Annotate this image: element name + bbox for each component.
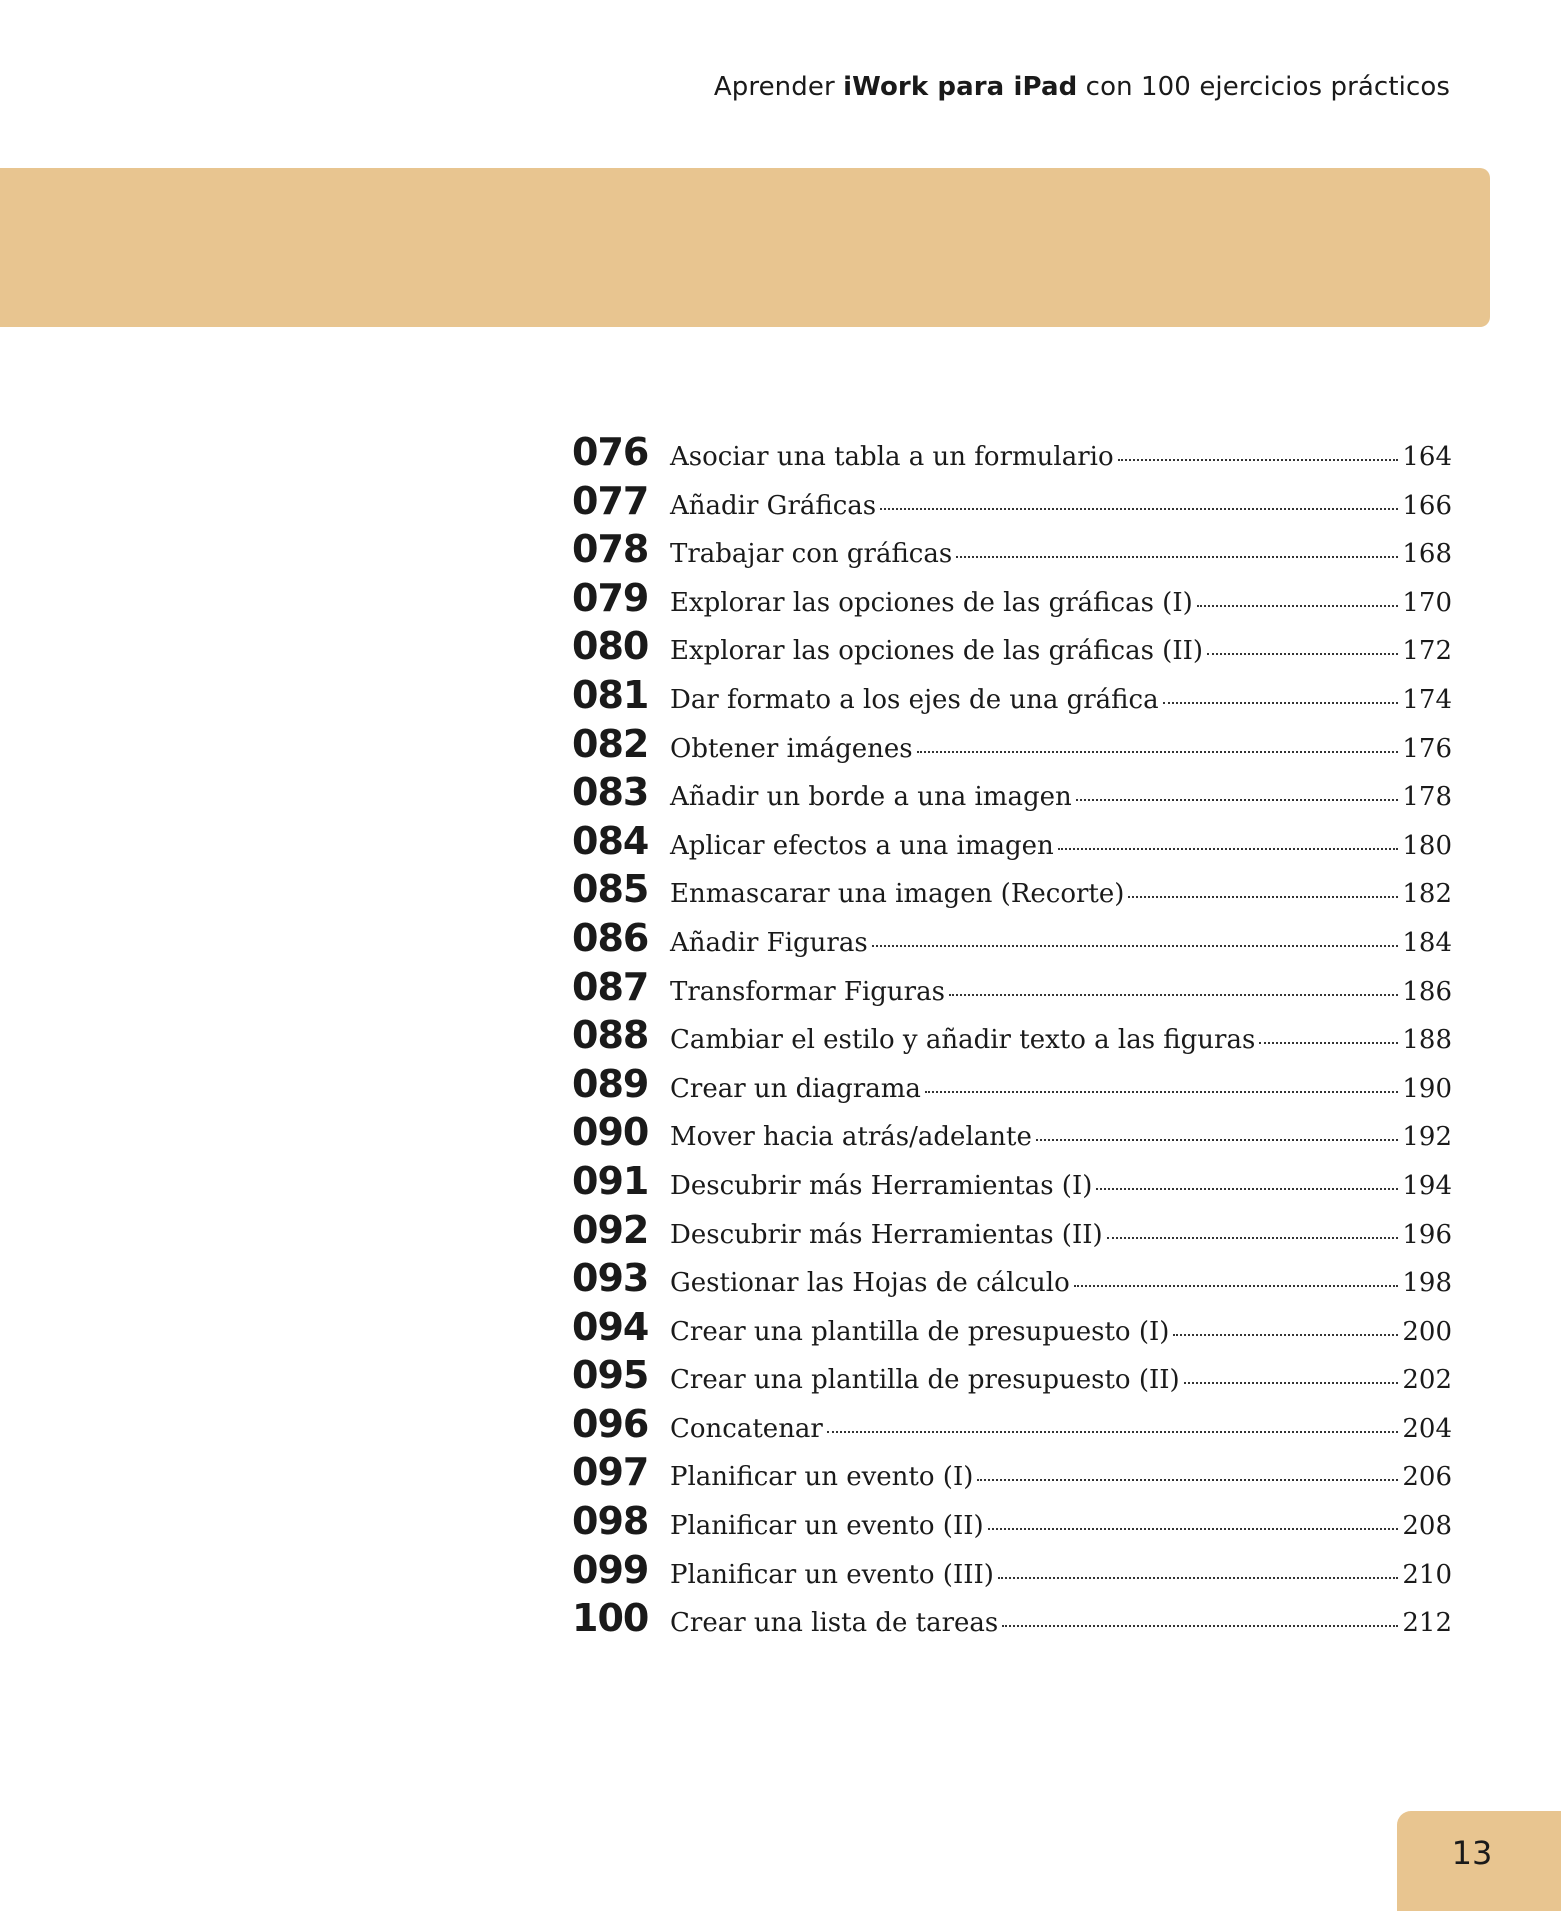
exercise-title: Planificar un evento (III) bbox=[670, 1559, 994, 1590]
toc-entry[interactable] bbox=[572, 770, 1452, 819]
page-reference: 164 bbox=[1402, 442, 1452, 472]
exercise-title: Transformar Figuras bbox=[670, 976, 945, 1007]
dot-leader bbox=[1173, 1333, 1398, 1336]
header-book-title: iWork para iPad bbox=[843, 72, 1078, 102]
toc-entry[interactable] bbox=[572, 1305, 1452, 1354]
dot-leader bbox=[977, 1478, 1398, 1481]
table-of-contents bbox=[572, 430, 1452, 1645]
exercise-number: 092 bbox=[572, 1207, 649, 1252]
page-reference: 208 bbox=[1402, 1511, 1452, 1542]
page-reference: 184 bbox=[1402, 927, 1452, 958]
exercise-title: Trabajar con gráficas bbox=[670, 539, 953, 570]
running-header bbox=[714, 72, 1450, 102]
toc-entry[interactable] bbox=[572, 527, 1452, 576]
exercise-title: Enmascarar una imagen (Recorte) bbox=[670, 879, 1125, 910]
exercise-title: Concatenar bbox=[670, 1413, 823, 1444]
exercise-title: Obtener imágenes bbox=[670, 733, 913, 764]
dot-leader bbox=[872, 944, 1399, 947]
exercise-title: Mover hacia atrás/adelante bbox=[670, 1122, 1032, 1153]
dot-leader bbox=[1197, 604, 1399, 607]
exercise-number: 076 bbox=[572, 430, 649, 474]
dot-leader bbox=[1107, 1236, 1399, 1239]
toc-entry[interactable] bbox=[572, 1596, 1452, 1645]
page-reference: 168 bbox=[1402, 539, 1452, 570]
page-reference: 196 bbox=[1402, 1219, 1452, 1250]
exercise-title: Planificar un evento (I) bbox=[670, 1462, 974, 1493]
exercise-number: 080 bbox=[572, 624, 649, 669]
page-reference: 174 bbox=[1402, 684, 1452, 715]
toc-entry[interactable] bbox=[572, 1062, 1452, 1111]
page-reference: 170 bbox=[1402, 587, 1452, 618]
exercise-title: Crear una lista de tareas bbox=[670, 1608, 999, 1639]
page-reference: 172 bbox=[1402, 636, 1452, 667]
page-reference: 192 bbox=[1402, 1122, 1452, 1153]
exercise-number: 090 bbox=[572, 1110, 649, 1155]
page-reference: 212 bbox=[1402, 1608, 1452, 1639]
exercise-number: 093 bbox=[572, 1256, 649, 1301]
exercise-title: Aplicar efectos a una imagen bbox=[670, 830, 1054, 861]
toc-entry[interactable] bbox=[572, 576, 1452, 625]
exercise-title: Dar formato a los ejes de una gráfica bbox=[670, 684, 1159, 715]
chapter-banner bbox=[0, 168, 1490, 327]
dot-leader bbox=[1259, 1041, 1398, 1044]
toc-entry[interactable] bbox=[572, 479, 1452, 528]
exercise-number: 082 bbox=[572, 721, 649, 766]
dot-leader bbox=[1096, 1187, 1398, 1190]
dot-leader bbox=[827, 1430, 1398, 1433]
toc-entry[interactable] bbox=[572, 1450, 1452, 1499]
exercise-title: Explorar las opciones de las gráficas (I) bbox=[670, 587, 1193, 618]
exercise-title: Explorar las opciones de las gráficas (II) bbox=[670, 636, 1203, 667]
toc-entry[interactable] bbox=[572, 1208, 1452, 1257]
page-reference: 200 bbox=[1402, 1316, 1452, 1347]
exercise-number: 084 bbox=[572, 818, 649, 863]
dot-leader bbox=[998, 1576, 1398, 1579]
page-reference: 188 bbox=[1402, 1025, 1452, 1056]
toc-entry[interactable] bbox=[572, 1256, 1452, 1305]
page-reference: 176 bbox=[1402, 733, 1452, 764]
toc-entry[interactable] bbox=[572, 819, 1452, 868]
toc-entry[interactable] bbox=[572, 916, 1452, 965]
page-reference: 186 bbox=[1402, 976, 1452, 1007]
exercise-title: Planificar un evento (II) bbox=[670, 1511, 984, 1542]
exercise-number: 083 bbox=[572, 770, 649, 815]
dot-leader bbox=[880, 507, 1398, 510]
dot-leader bbox=[1076, 798, 1399, 801]
toc-entry[interactable] bbox=[572, 624, 1452, 673]
exercise-number: 087 bbox=[572, 964, 649, 1009]
dot-leader bbox=[1058, 847, 1399, 850]
page-reference: 178 bbox=[1402, 782, 1452, 813]
dot-leader bbox=[988, 1527, 1399, 1530]
page-reference: 206 bbox=[1402, 1462, 1452, 1493]
exercise-title: Crear un diagrama bbox=[670, 1073, 921, 1104]
exercise-number: 096 bbox=[572, 1401, 649, 1446]
exercise-title: Añadir Figuras bbox=[670, 927, 868, 958]
exercise-number: 099 bbox=[572, 1547, 649, 1592]
exercise-title: Crear una plantilla de presupuesto (II) bbox=[670, 1365, 1180, 1396]
toc-entry[interactable] bbox=[572, 867, 1452, 916]
page-number-tab bbox=[1397, 1811, 1561, 1911]
toc-entry[interactable] bbox=[572, 1499, 1452, 1548]
exercise-number: 088 bbox=[572, 1013, 649, 1058]
header-prefix: Aprender bbox=[713, 72, 844, 102]
exercise-number: 077 bbox=[572, 478, 649, 523]
toc-entry[interactable] bbox=[572, 1402, 1452, 1451]
dot-leader bbox=[1184, 1381, 1399, 1384]
exercise-number: 094 bbox=[572, 1304, 649, 1349]
toc-entry[interactable] bbox=[572, 1110, 1452, 1159]
exercise-number: 089 bbox=[572, 1061, 649, 1106]
dot-leader bbox=[1074, 1284, 1399, 1287]
exercise-number: 085 bbox=[572, 867, 649, 912]
exercise-number: 081 bbox=[572, 672, 649, 717]
exercise-title: Asociar una tabla a un formulario bbox=[670, 442, 1114, 472]
exercise-number: 095 bbox=[572, 1353, 649, 1398]
exercise-number: 098 bbox=[572, 1499, 649, 1544]
exercise-title: Descubrir más Herramientas (II) bbox=[670, 1219, 1103, 1250]
exercise-number: 078 bbox=[572, 527, 649, 572]
page-reference: 180 bbox=[1402, 830, 1452, 861]
exercise-title: Añadir un borde a una imagen bbox=[670, 782, 1072, 813]
toc-entry[interactable] bbox=[572, 430, 1452, 479]
page-reference: 204 bbox=[1402, 1413, 1452, 1444]
exercise-number: 079 bbox=[572, 575, 649, 620]
toc-entry[interactable] bbox=[572, 673, 1452, 722]
exercise-title: Descubrir más Herramientas (I) bbox=[670, 1170, 1093, 1201]
dot-leader bbox=[1118, 458, 1399, 461]
exercise-number: 100 bbox=[572, 1596, 649, 1641]
toc-entry[interactable] bbox=[572, 1159, 1452, 1208]
dot-leader bbox=[1163, 701, 1399, 704]
dot-leader bbox=[949, 993, 1398, 996]
dot-leader bbox=[1207, 652, 1398, 655]
page-reference: 182 bbox=[1402, 879, 1452, 910]
page-reference: 210 bbox=[1402, 1559, 1452, 1590]
dot-leader bbox=[925, 1090, 1399, 1093]
toc-entry[interactable] bbox=[572, 965, 1452, 1014]
toc-entry[interactable] bbox=[572, 722, 1452, 771]
toc-entry[interactable] bbox=[572, 1013, 1452, 1062]
exercise-number: 091 bbox=[572, 1158, 649, 1203]
dot-leader bbox=[917, 750, 1399, 753]
exercise-title: Gestionar las Hojas de cálculo bbox=[670, 1268, 1070, 1299]
page-reference: 194 bbox=[1402, 1170, 1452, 1201]
toc-entry[interactable] bbox=[572, 1353, 1452, 1402]
exercise-number: 097 bbox=[572, 1450, 649, 1495]
page-reference: 202 bbox=[1402, 1365, 1452, 1396]
dot-leader bbox=[1002, 1624, 1398, 1627]
exercise-title: Crear una plantilla de presupuesto (I) bbox=[670, 1316, 1170, 1347]
dot-leader bbox=[1036, 1138, 1399, 1141]
page-reference: 198 bbox=[1402, 1268, 1452, 1299]
exercise-number: 086 bbox=[572, 915, 649, 960]
dot-leader bbox=[956, 555, 1398, 558]
page-reference: 166 bbox=[1402, 490, 1452, 521]
exercise-title: Añadir Gráficas bbox=[670, 490, 877, 521]
page-reference: 190 bbox=[1402, 1073, 1452, 1104]
exercise-title: Cambiar el estilo y añadir texto a las figuras bbox=[670, 1025, 1256, 1056]
dot-leader bbox=[1128, 895, 1398, 898]
header-suffix: con 100 ejercicios prácticos bbox=[1077, 72, 1450, 102]
toc-entry[interactable] bbox=[572, 1548, 1452, 1597]
page-number: 13 bbox=[1451, 1834, 1493, 1872]
